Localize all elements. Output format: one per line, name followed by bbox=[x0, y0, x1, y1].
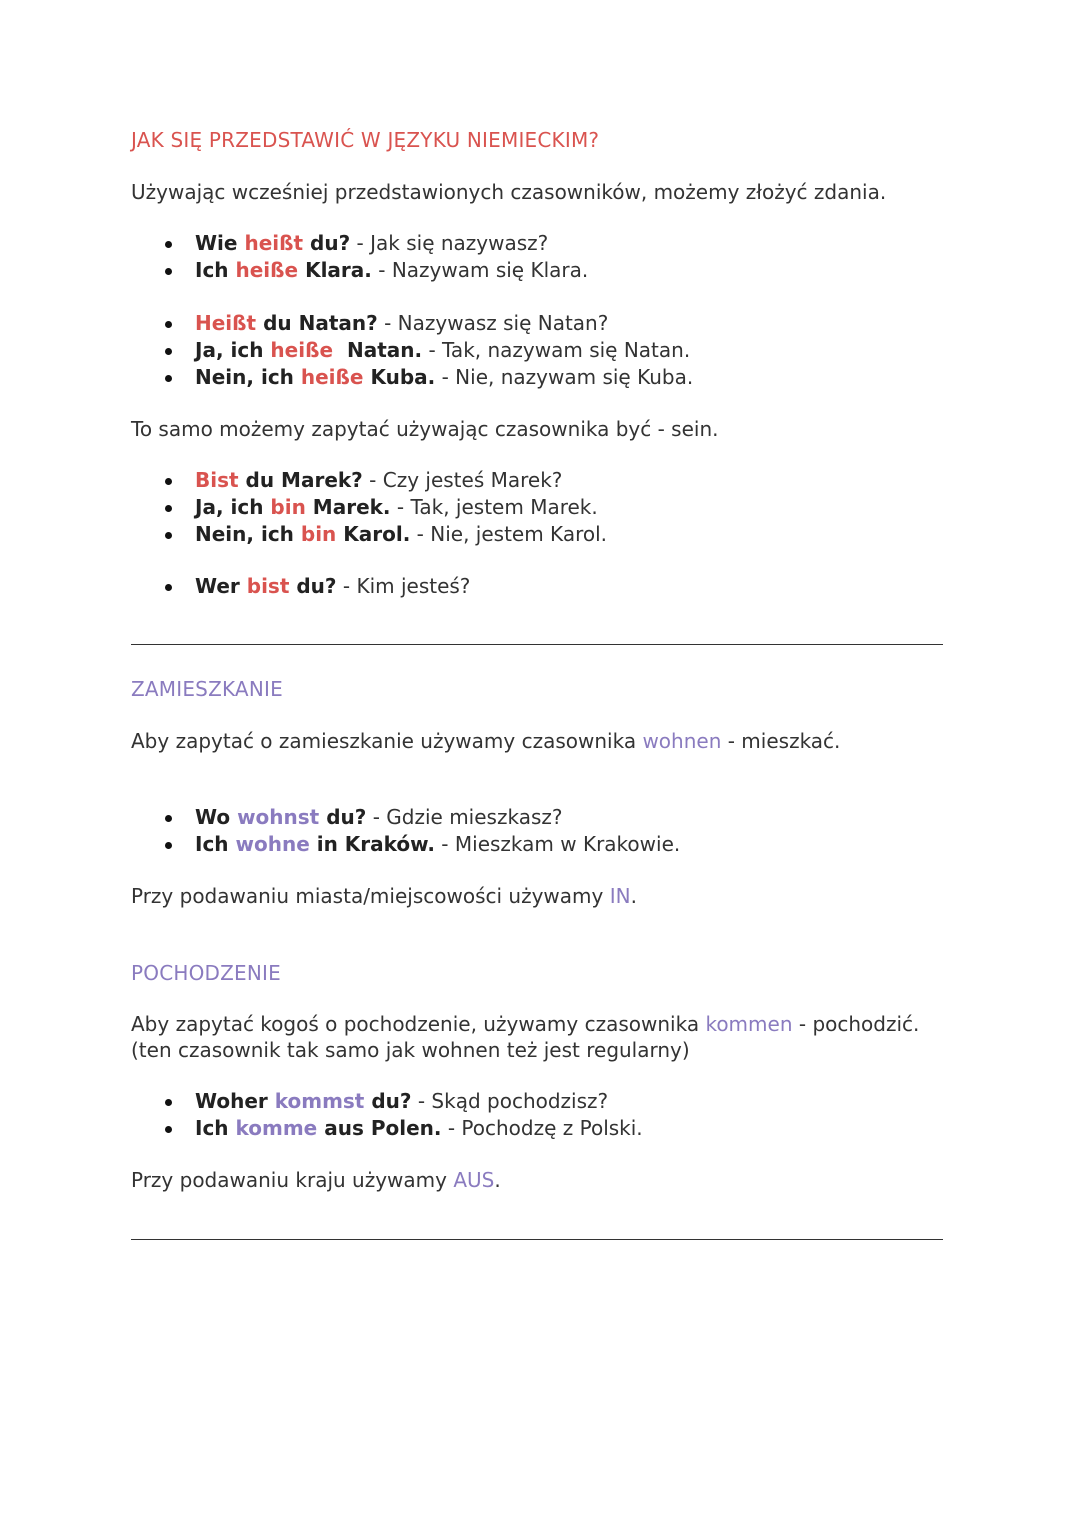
list-item: Wie heißt du? - Jak się nazywasz? bbox=[165, 230, 588, 257]
section-divider bbox=[131, 1239, 943, 1240]
list-item: Ja, ich heiße Natan. - Tak, nazywam się Natan. bbox=[165, 337, 693, 364]
example-list-wer bbox=[165, 573, 470, 600]
list-item: Heißt du Natan? - Nazywasz się Natan? bbox=[165, 310, 693, 337]
bullet-icon bbox=[165, 1099, 172, 1106]
list-item: Ich wohne in Kraków. - Mieszkam w Krakowie. bbox=[165, 831, 680, 858]
bullet-icon bbox=[165, 321, 172, 328]
list-item: Nein, ich heiße Kuba. - Nie, nazywam się Kuba. bbox=[165, 364, 693, 391]
bullet-icon bbox=[165, 375, 172, 382]
section-title-introduce: JAK SIĘ PRZEDSTAWIĆ W JĘZYKU NIEMIECKIM? bbox=[131, 128, 600, 152]
section-divider bbox=[131, 644, 943, 645]
bullet-icon bbox=[165, 815, 172, 822]
bullet-icon bbox=[165, 505, 172, 512]
example-list-heissen-questions bbox=[165, 310, 693, 391]
bullet-icon bbox=[165, 478, 172, 485]
bullet-icon bbox=[165, 241, 172, 248]
section-title-origin: POCHODZENIE bbox=[131, 961, 281, 985]
list-item: Bist du Marek? - Czy jesteś Marek? bbox=[165, 467, 607, 494]
intro-paragraph: Używając wcześniej przedstawionych czasowników, możemy złożyć zdania. bbox=[131, 180, 887, 204]
list-item: Ich komme aus Polen. - Pochodzę z Polski. bbox=[165, 1115, 643, 1142]
list-item: Woher kommst du? - Skąd pochodzisz? bbox=[165, 1088, 643, 1115]
example-list-heissen bbox=[165, 230, 588, 284]
origin-note: Przy podawaniu kraju używamy AUS. bbox=[131, 1168, 501, 1192]
origin-intro-note: (ten czasownik tak samo jak wohnen też jest regularny) bbox=[131, 1038, 690, 1062]
bullet-icon bbox=[165, 348, 172, 355]
bullet-icon bbox=[165, 532, 172, 539]
section-title-residence: ZAMIESZKANIE bbox=[131, 677, 283, 701]
sein-paragraph: To samo możemy zapytać używając czasownika być - sein. bbox=[131, 417, 719, 441]
list-item: Wer bist du? - Kim jesteś? bbox=[165, 573, 470, 600]
bullet-icon bbox=[165, 842, 172, 849]
example-list-wohnen bbox=[165, 804, 680, 858]
example-list-sein bbox=[165, 467, 607, 548]
residence-note: Przy podawaniu miasta/miejscowości używamy IN. bbox=[131, 884, 637, 908]
origin-intro: Aby zapytać kogoś o pochodzenie, używamy czasownika kommen - pochodzić. bbox=[131, 1012, 920, 1036]
list-item: Wo wohnst du? - Gdzie mieszkasz? bbox=[165, 804, 680, 831]
bullet-icon bbox=[165, 1126, 172, 1133]
list-item: Ja, ich bin Marek. - Tak, jestem Marek. bbox=[165, 494, 607, 521]
list-item: Ich heiße Klara. - Nazywam się Klara. bbox=[165, 257, 588, 284]
bullet-icon bbox=[165, 584, 172, 591]
list-item: Nein, ich bin Karol. - Nie, jestem Karol. bbox=[165, 521, 607, 548]
bullet-icon bbox=[165, 268, 172, 275]
example-list-kommen bbox=[165, 1088, 643, 1142]
residence-intro: Aby zapytać o zamieszkanie używamy czasownika wohnen - mieszkać. bbox=[131, 729, 841, 753]
